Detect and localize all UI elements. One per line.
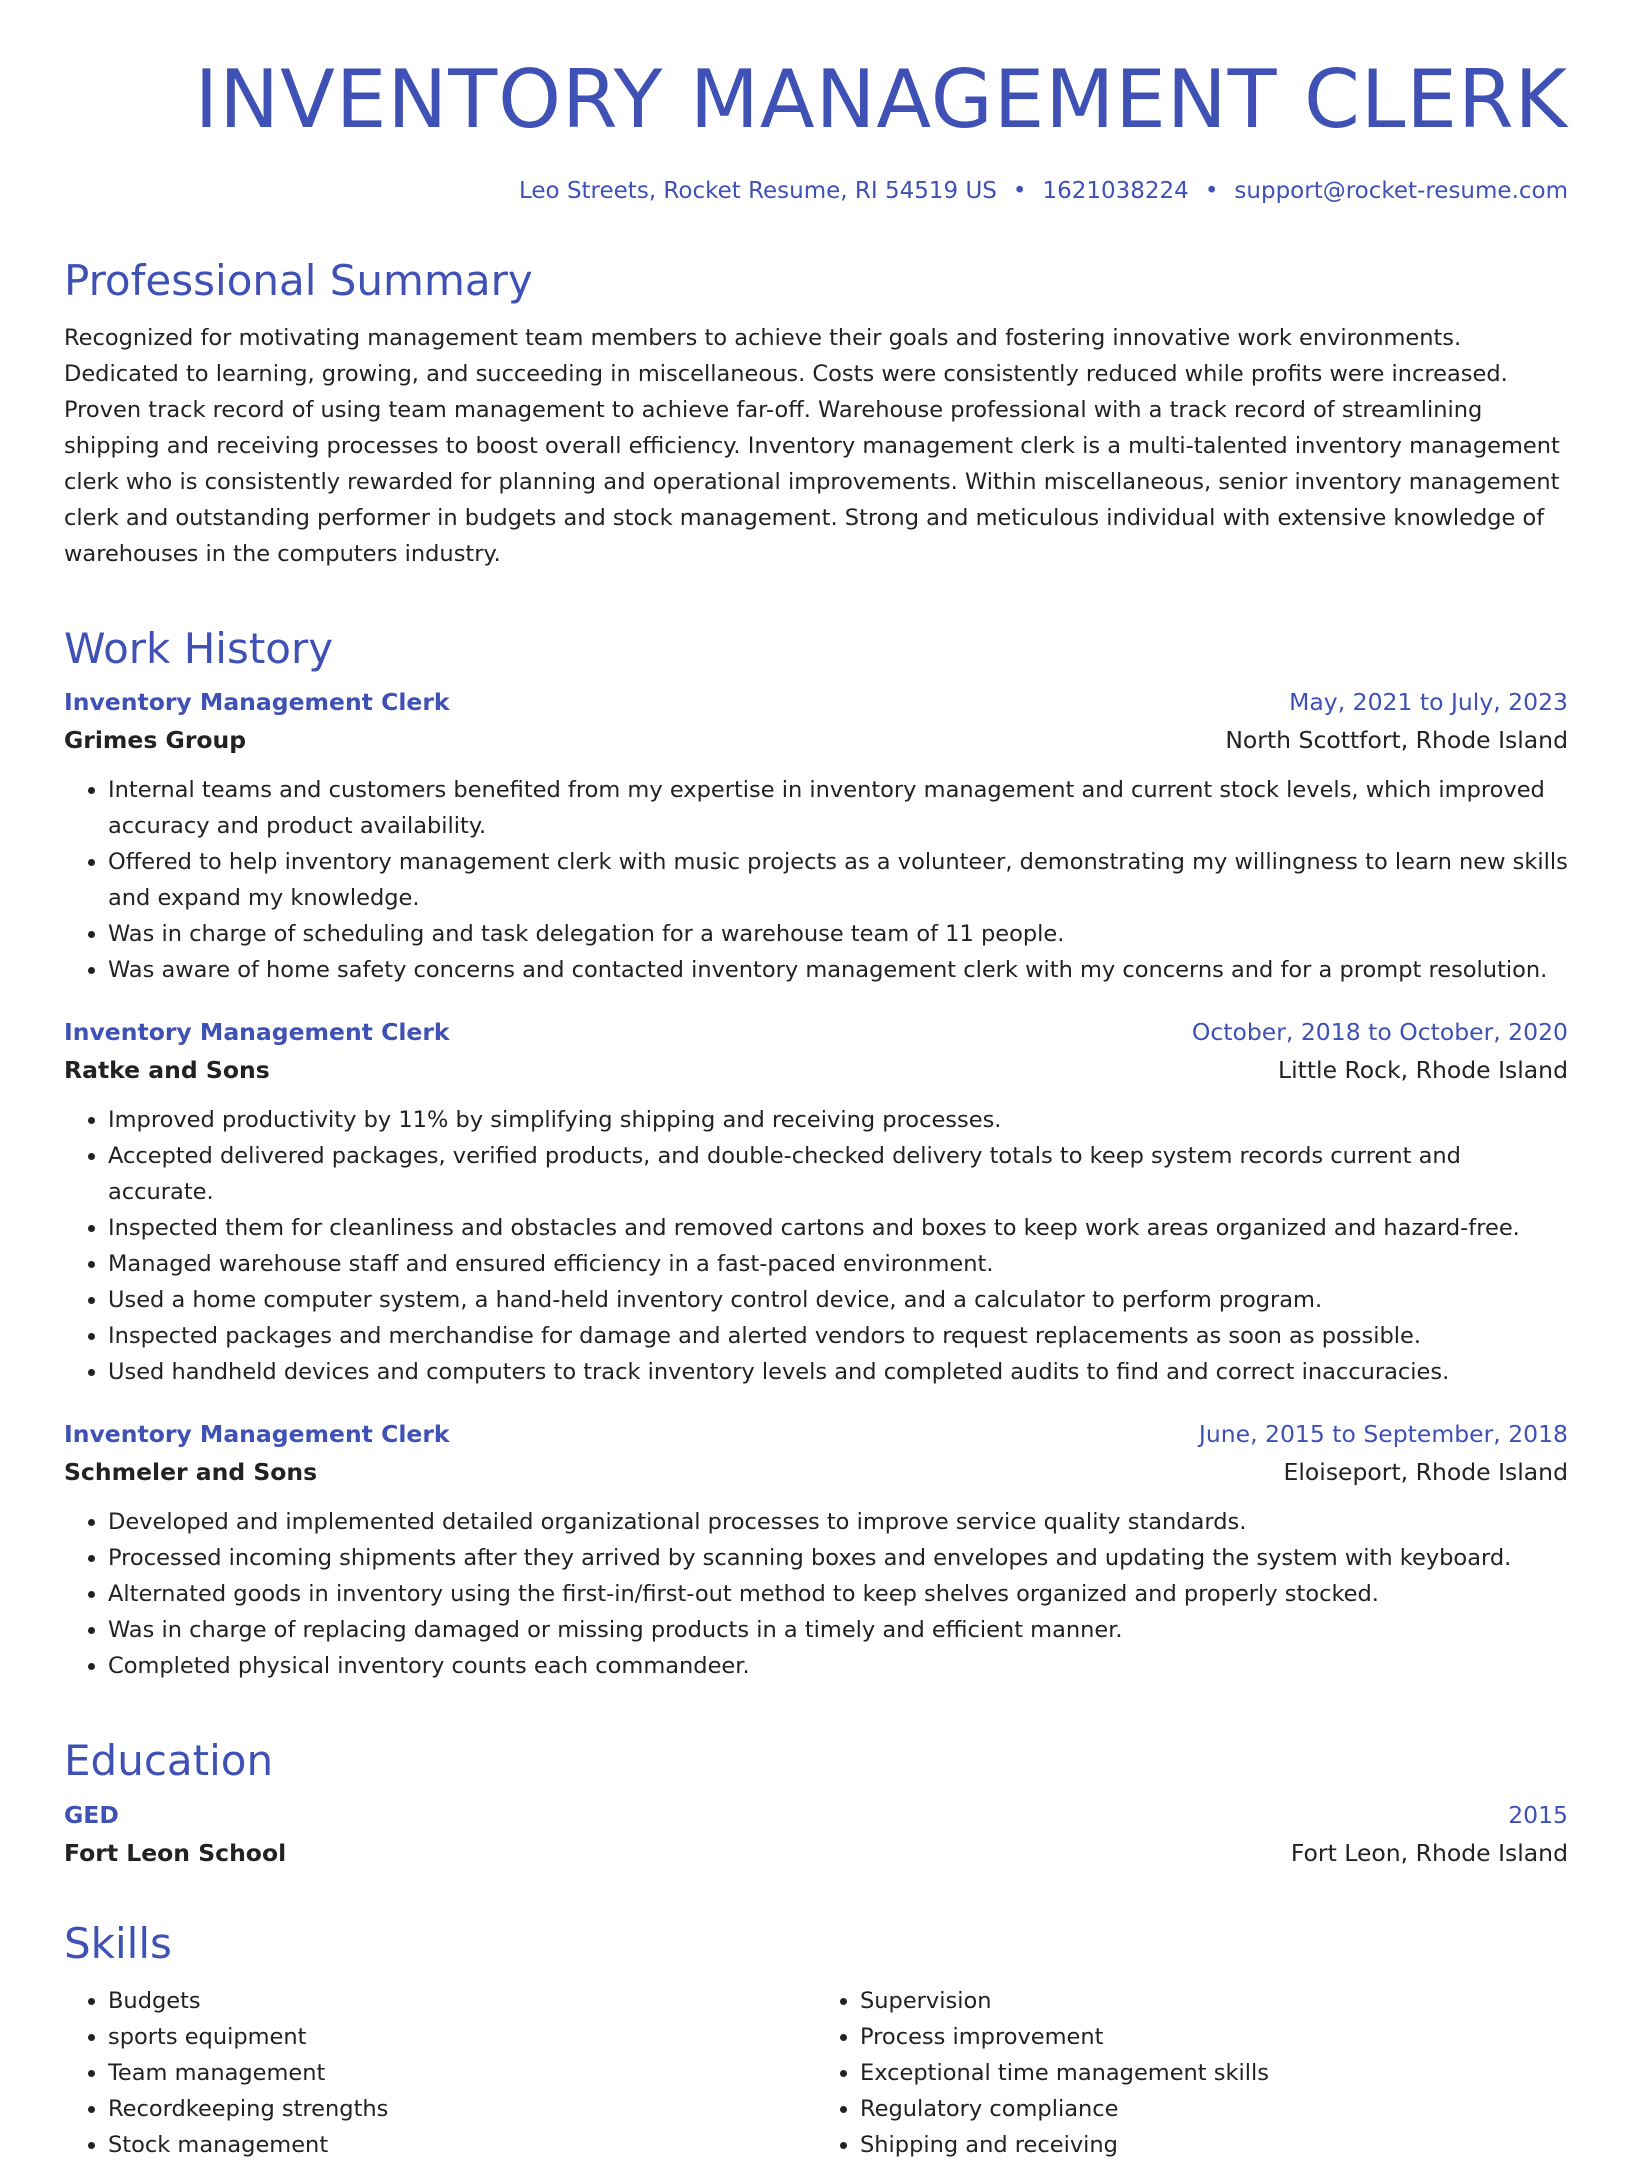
job-bullet: • Managed warehouse staff and ensured efficiency in a fast-paced environment. (108, 1246, 1568, 1282)
education-location: Fort Leon, Rhode Island (1290, 1838, 1568, 1867)
job-company: Ratke and Sons (64, 1056, 270, 1085)
skills-column-right (816, 1983, 1568, 2163)
job-bullet: • Was in charge of replacing damaged or missing products in a timely and efficient manner. (108, 1612, 1568, 1648)
job-entry (64, 1420, 1568, 1684)
job-bullet: • Was in charge of scheduling and task delegation for a warehouse team of 11 people. (108, 916, 1568, 952)
job-bullets (64, 1102, 1568, 1390)
job-dates: June, 2015 to September, 2018 (1198, 1420, 1568, 1449)
job-location: North Scottfort, Rhode Island (1225, 726, 1568, 755)
job-role: Inventory Management Clerk (64, 1420, 450, 1449)
job-subheader (64, 726, 1568, 754)
job-header (64, 688, 1568, 716)
contact-separator: • (1204, 178, 1219, 204)
job-entry (64, 688, 1568, 988)
job-bullet: • Offered to help inventory management clerk with music projects as a volunteer, demonstrating my willingness to learn new skills and expand my knowledge. (108, 844, 1568, 916)
skill-item: • Stock management (108, 2127, 816, 2163)
job-subheader (64, 1056, 1568, 1084)
education-entry (64, 1801, 1568, 1867)
job-bullet: • Improved productivity by 11% by simplifying shipping and receiving processes. (108, 1102, 1568, 1138)
job-bullet: • Accepted delivered packages, verified products, and double-checked delivery totals to keep system records current and accurate. (108, 1138, 1568, 1210)
job-role: Inventory Management Clerk (64, 688, 450, 717)
job-bullet: • Used handheld devices and computers to track inventory levels and completed audits to find and correct inaccuracies. (108, 1354, 1568, 1390)
skill-item: • Supervision (860, 1983, 1568, 2019)
section-title-skills: Skills (64, 1918, 172, 1968)
job-company: Grimes Group (64, 726, 247, 755)
skill-item: • Process improvement (860, 2019, 1568, 2055)
education-header (64, 1801, 1568, 1829)
skill-item: • Exceptional time management skills (860, 2055, 1568, 2091)
education-degree: GED (64, 1800, 119, 1829)
contact-separator: • (1012, 178, 1027, 204)
job-bullet: • Processed incoming shipments after they arrived by scanning boxes and envelopes and updating the system with keyboard. (108, 1540, 1568, 1576)
section-title-summary: Professional Summary (64, 256, 533, 305)
job-dates: May, 2021 to July, 2023 (1289, 688, 1568, 717)
job-location: Little Rock, Rhode Island (1278, 1056, 1568, 1085)
section-title-education: Education (64, 1736, 274, 1786)
contact-line (64, 178, 1568, 204)
skill-item: • Regulatory compliance (860, 2091, 1568, 2127)
job-entry (64, 1018, 1568, 1390)
job-bullets (64, 1504, 1568, 1684)
job-company: Schmeler and Sons (64, 1458, 318, 1487)
job-bullet: • Developed and implemented detailed organizational processes to improve service quality standards. (108, 1504, 1568, 1540)
skill-item: • Shipping and receiving (860, 2127, 1568, 2163)
job-dates: October, 2018 to October, 2020 (1191, 1018, 1568, 1047)
education-subheader (64, 1839, 1568, 1867)
resume-name: INVENTORY MANAGEMENT CLERK (194, 53, 1568, 146)
job-header (64, 1018, 1568, 1046)
section-title-work-history: Work History (64, 624, 334, 674)
skills-column-left (64, 1983, 816, 2163)
contact-email: support@rocket-resume.com (1234, 178, 1568, 204)
job-bullet: • Inspected packages and merchandise for damage and alerted vendors to request replacements as soon as possible. (108, 1318, 1568, 1354)
job-bullet: • Internal teams and customers benefited from my expertise in inventory management and current stock levels, which improved accuracy and product availability. (108, 772, 1568, 844)
job-bullet: • Alternated goods in inventory using the first-in/first-out method to keep shelves organized and properly stocked. (108, 1576, 1568, 1612)
job-location: Eloiseport, Rhode Island (1283, 1458, 1568, 1487)
job-bullet: • Used a home computer system, a hand-held inventory control device, and a calculator to perform program. (108, 1282, 1568, 1318)
job-bullet: • Completed physical inventory counts each commandeer. (108, 1648, 1568, 1684)
contact-address: Leo Streets, Rocket Resume, RI 54519 US (519, 178, 997, 204)
education-school: Fort Leon School (64, 1838, 287, 1867)
job-bullet: • Was aware of home safety concerns and contacted inventory management clerk with my concerns and for a prompt resolution. (108, 952, 1568, 988)
summary-text: Recognized for motivating management team members to achieve their goals and fostering innovative work environments. Dedicated to learning, growing, and succeeding in miscellaneous. Costs were consistently reduced while profits were increased. Proven track record of using team management to achieve far-off. Warehouse professional with a track record of streamlining shipping and receiving processes to boost overall efficiency. Inventory management clerk is a multi-talented inventory management clerk who is consistently rewarded for planning and operational improvements. Within miscellaneous, senior inventory management clerk and outstanding performer in budgets and stock management. Strong and meticulous individual with extensive knowledge of warehouses in the computers industry. (64, 325, 1560, 568)
job-subheader (64, 1458, 1568, 1486)
education-year: 2015 (1508, 1800, 1568, 1829)
skill-item: • Budgets (108, 1983, 816, 2019)
job-bullet: • Inspected them for cleanliness and obstacles and removed cartons and boxes to keep work areas organized and hazard-free. (108, 1210, 1568, 1246)
job-header (64, 1420, 1568, 1448)
skill-item: • Recordkeeping strengths (108, 2091, 816, 2127)
job-bullets (64, 772, 1568, 988)
skills-list (64, 1983, 1568, 2163)
skill-item: • Team management (108, 2055, 816, 2091)
job-role: Inventory Management Clerk (64, 1018, 450, 1047)
contact-phone: 1621038224 (1042, 178, 1189, 204)
skill-item: • sports equipment (108, 2019, 816, 2055)
